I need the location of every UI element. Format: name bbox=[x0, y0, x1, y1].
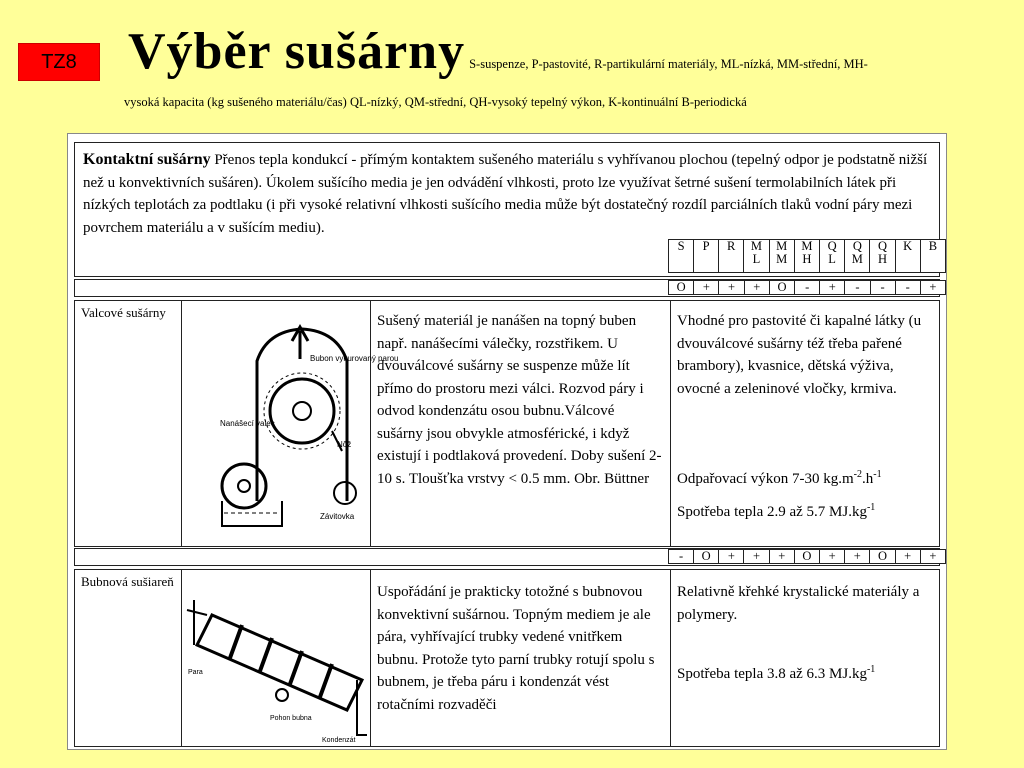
column-header-0 bbox=[669, 240, 694, 273]
rating-cell: + bbox=[769, 550, 794, 564]
intro-text: Přenos tepla kondukcí - přímým kontaktem sušeného materiálu s vyhřívanou plochou (tepelný odpor je podstatně nižší než u konvektivních sušáren). Úkolem sušícího media je jen odvádění vlhkosti, proto lze využívat šetrné sušení termolabilních látek při nízkých teplotách za podtlaku (i při vysoké relativní vlhkosti sušícího media může být dostatečný rozdíl parciálních tlaků vodní páry mezi povrchem materiálu a v sušícím mediu). bbox=[83, 152, 928, 236]
screw-label: Závitovka bbox=[320, 512, 355, 521]
column-header-4 bbox=[769, 240, 794, 273]
heat-label-1: Spotřeba tepla 2.9 až 5.7 MJ.kg bbox=[677, 503, 867, 520]
rating-cell: + bbox=[719, 281, 744, 295]
rating-cell: - bbox=[870, 281, 895, 295]
column-header-top: B bbox=[928, 239, 938, 253]
heat-label-2: Spotřeba tepla 3.8 až 6.3 MJ.kg bbox=[677, 666, 867, 682]
drive-label: Pohon bubna bbox=[270, 715, 312, 722]
rating-cell: + bbox=[820, 281, 845, 295]
content-sheet bbox=[67, 133, 947, 750]
slide-badge: TZ8 bbox=[18, 43, 100, 81]
knife-label: Nôž bbox=[337, 440, 352, 449]
heat-consumption-1 bbox=[671, 497, 939, 524]
rating-cell: + bbox=[744, 550, 769, 564]
heat-exp-1: -1 bbox=[866, 501, 876, 513]
column-header-9 bbox=[895, 240, 920, 273]
roller-label: Nanášecí valec bbox=[220, 419, 275, 428]
legend-line-1: S-suspenze, P-pastovité, R-partikulární materiály, ML-nízká, MM-střední, MH- bbox=[469, 57, 868, 71]
drum-label: Bubon vykurovaný parou bbox=[310, 354, 399, 363]
double-drum-dryer-diagram bbox=[182, 301, 399, 548]
rating-cell: + bbox=[920, 281, 945, 295]
rating-cell: O bbox=[694, 550, 719, 564]
row-description-2: Uspořádání je prakticky totožné s bubnovou konvektivní sušárnou. Topným mediem je ale pára, vyhřívající trubky vedené vnitřkem bubnu. Protože tyto parní trubky rotují spolu s bubnem, je třeba páru i kondenzát vést rotačními rozvaděči bbox=[377, 584, 655, 713]
column-header-bottom: L bbox=[828, 252, 836, 266]
rating-grid-2 bbox=[668, 549, 946, 564]
column-header-10 bbox=[920, 240, 945, 273]
row-suitability-2: Relativně křehké krystalické materiály a polymery. bbox=[677, 584, 920, 623]
rating-cell: - bbox=[895, 281, 920, 295]
title-line bbox=[128, 22, 1008, 81]
column-header-grid bbox=[668, 239, 946, 273]
rating-cell: O bbox=[769, 281, 794, 295]
column-header-8 bbox=[870, 240, 895, 273]
row-description-1: Sušený materiál je nanášen na topný buben např. nanášecími válečky, rozstřikem. U dvouválcové sušárny se suspenze může lít přímo do prostoru mezi válci. Rozvod páry i odvod kondenzátu osou bubnu.Válcové sušárny jsou obvykle atmosférické, i když existují i podtlaková provedení. Doby sušení 2-10 s. Tloušťka vrstvy < 0.5 mm. Obr. Büttner bbox=[377, 313, 662, 487]
row-label-1: Valcové sušárny bbox=[81, 305, 166, 320]
column-header-top: R bbox=[727, 239, 736, 253]
column-header-bottom: M bbox=[776, 252, 788, 266]
column-header-top: Q bbox=[852, 239, 862, 253]
legend-line-2: vysoká kapacita (kg sušeného materiálu/čas) QL-nízký, QM-střední, QH-vysoký tepelný výkon, K-kontinuální B-periodická bbox=[124, 95, 747, 109]
rating-grid-1 bbox=[668, 280, 946, 295]
dryer-row-1 bbox=[74, 300, 940, 547]
drum-dryer-figure-cell bbox=[182, 301, 399, 546]
rating-cell: - bbox=[845, 281, 870, 295]
column-header-3 bbox=[744, 240, 769, 273]
column-header-top: Q bbox=[878, 239, 888, 253]
heat-exp-2: -1 bbox=[866, 664, 876, 675]
column-header-bottom: M bbox=[851, 252, 863, 266]
slide-title: Výběr sušárny bbox=[128, 23, 466, 80]
rotary-drum-dryer-diagram bbox=[182, 570, 371, 748]
column-header-1 bbox=[694, 240, 719, 273]
rating-cell: O bbox=[669, 281, 694, 295]
rating-cell: + bbox=[920, 550, 945, 564]
evap-exp-1: -2 bbox=[853, 469, 862, 480]
rating-cell: - bbox=[795, 281, 820, 295]
rating-cell: + bbox=[694, 281, 719, 295]
column-header-2 bbox=[719, 240, 744, 273]
rating-cell: + bbox=[820, 550, 845, 564]
column-header-top: M bbox=[801, 239, 813, 253]
column-header-6 bbox=[820, 240, 845, 273]
evap-mid: .h bbox=[861, 471, 874, 487]
dryer-row-2 bbox=[74, 569, 940, 747]
rating-cell: + bbox=[845, 550, 870, 564]
evap-label: Odpařovací výkon 7-30 kg.m bbox=[677, 471, 854, 487]
heat-consumption-2 bbox=[671, 659, 939, 686]
column-header-bottom: H bbox=[802, 252, 812, 266]
condensate-label: Kondenzát bbox=[322, 737, 356, 744]
rating-cell: + bbox=[719, 550, 744, 564]
rotary-dryer-figure-cell bbox=[182, 570, 371, 746]
rating-cell: O bbox=[870, 550, 895, 564]
column-header-top: K bbox=[903, 239, 913, 253]
column-header-bottom: H bbox=[878, 252, 888, 266]
evap-exp-2: -1 bbox=[873, 469, 882, 480]
evaporation-output bbox=[671, 464, 939, 491]
column-header-bottom: L bbox=[752, 252, 761, 266]
column-header-top: M bbox=[750, 239, 762, 253]
column-header-top: Q bbox=[827, 239, 837, 253]
rating-cell: O bbox=[794, 550, 819, 564]
rating-cell: + bbox=[744, 281, 769, 295]
rating-cell: + bbox=[895, 550, 920, 564]
rating-cell: - bbox=[669, 550, 694, 564]
row-suitability-1: Vhodné pro pastovité či kapalné látky (u dvouválcové sušárny též třeba pařené brambory), kvasnice, dětská výživa, ovocné a zeleninové vločky, krmiva. bbox=[677, 313, 922, 397]
column-header-top: S bbox=[677, 239, 685, 253]
intro-heading: Kontaktní sušárny bbox=[83, 151, 211, 168]
column-header-5 bbox=[794, 240, 819, 273]
column-header-top: M bbox=[776, 239, 788, 253]
column-header-7 bbox=[845, 240, 870, 273]
row-label-2: Bubnová sušiareň bbox=[81, 574, 174, 589]
column-header-top: P bbox=[702, 239, 710, 253]
steam-label: Para bbox=[188, 669, 203, 676]
